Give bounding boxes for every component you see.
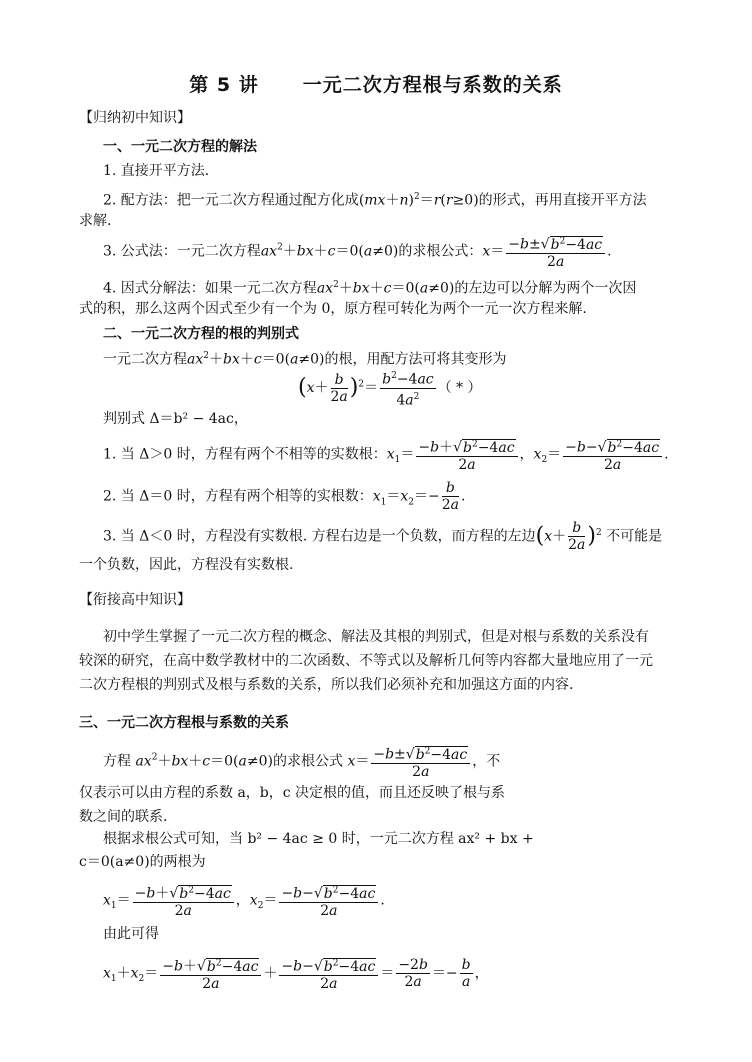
- page-title: [0, 76, 752, 94]
- method-2: 2. 配方法：把一元二次方程通过配方化成$(mx+n)^2=r(r\ge 0)$的形式，再用直接开平方法: [103, 192, 647, 209]
- hence-label: 由此可得: [103, 926, 159, 942]
- paragraph-line-2: 较深的研究，在高中数学教材中的二次函数、不等式以及解析几何等内容都大量地应用了一元: [79, 653, 653, 669]
- section-tag-senior: 【衔接高中知识】: [79, 592, 191, 608]
- vieta-intro-line-4: 根据求根公式可知，当 b² − 4ac ≥ 0 时，一元二次方程 ax² + bx +: [103, 831, 534, 847]
- paragraph-line-1: 初中学生掌握了一元二次方程的概念、解法及其根的判别式，但是对根与系数的关系没有: [103, 629, 649, 645]
- case-negative-cont: 一个负数，因此，方程没有实数根.: [79, 557, 294, 573]
- case-positive: 1. 当 Δ＞0 时，方程有两个不相等的实数根：$x_1=$ $\frac{-b+√b^2-4ac}{2a}$ ，$x_2=$ $\frac{-b-√b^2-4ac}{2a}$ .: [103, 436, 669, 473]
- method-4: 4. 因式分解法：如果一元二次方程$ax^2+bx+c=0(a\ne 0)$的左边可以分解为两个一次因: [103, 280, 637, 297]
- completed-square-formula: (x＋ $\frac{b}{2a}$ )$^2$＝ $\frac{b^2-4ac}{4a^2}$ （ * ）: [298, 368, 482, 408]
- sum-of-roots-formula: $x_1+x_2=$ $\frac{-b+√b^2-4ac}{2a}$ ＋ $\frac{-b-√b^2-4ac}{2a}$ ＝ $\frac{-2b}{2a}$ ＝− $\frac{b}{a}$ ，: [103, 956, 489, 992]
- roots-formula: $x_1=$ $\frac{-b+√b^2-4ac}{2a}$ ，$x_2=$ $\frac{-b-√b^2-4ac}{2a}$ .: [103, 882, 385, 919]
- section-heading-3: 三、一元二次方程根与系数的关系: [79, 715, 289, 731]
- section-heading-2: 二、一元二次方程的根的判别式: [103, 326, 299, 342]
- case-zero: 2. 当 Δ＝0 时，方程有两个相等的实根数：$x_1=x_2=-$ $\frac{b}{2a}$ .: [103, 480, 466, 513]
- discriminant-intro: 一元二次方程$ax^2+bx+c=0(a\ne 0)$的根，用配方法可将其变形为: [103, 351, 507, 368]
- vieta-intro-line-2: 仅表示可以由方程的系数 a，b，c 决定根的值，而且还反映了根与系: [79, 785, 506, 801]
- lecture-topic: 一元二次方程根与系数的关系: [302, 74, 563, 96]
- discriminant-def: 判别式 Δ＝b² − 4ac，: [103, 411, 248, 427]
- method-1: 1. 直接开平方法.: [103, 163, 210, 179]
- section-heading-1: 一、一元二次方程的解法: [103, 139, 257, 155]
- paragraph-line-3: 二次方程根的判别式及根与系数的关系，所以我们必须补充和加强这方面的内容.: [79, 677, 574, 693]
- vieta-intro-line-3: 数之间的联系.: [79, 809, 168, 825]
- method-2-cont: 求解.: [79, 213, 112, 229]
- method-3: 3. 公式法：一元二次方程$ax^2+bx+c=0(a\ne 0)$的求根公式：x＝ $\frac{-b\pm√b^2-4ac}{2a}$ .: [103, 233, 612, 270]
- vieta-intro-line-5: c＝0(a≠0)的两根为: [79, 854, 206, 870]
- lecture-number: 第 5 讲: [189, 74, 259, 96]
- case-negative: 3. 当 Δ＜0 时，方程没有实数根. 方程右边是一个负数，而方程的左边(x＋ $\frac{b}{2a}$ )$^2$ 不可能是: [103, 520, 663, 553]
- method-4-cont: 式的积，那么这两个因式至少有一个为 0，原方程可转化为两个一元一次方程来解.: [79, 301, 587, 317]
- section-tag-junior: 【归纳初中知识】: [79, 110, 191, 126]
- vieta-intro-line-1: 方程 $ax^2+bx+c=0(a\ne 0)$的求根公式 x＝ $\frac{-b\pm√b^2-4ac}{2a}$ ，不: [103, 743, 500, 780]
